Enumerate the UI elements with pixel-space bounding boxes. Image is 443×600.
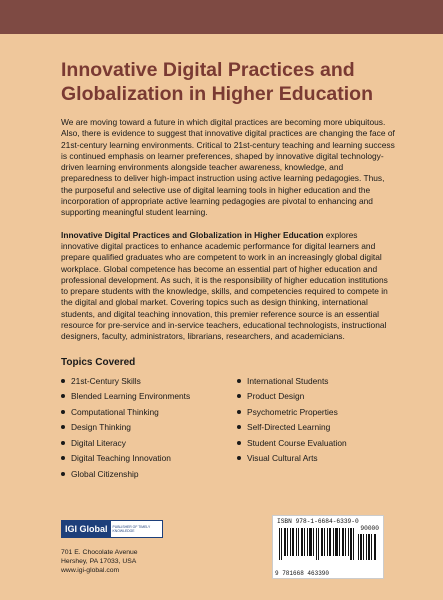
top-color-band	[0, 0, 443, 34]
topic-item	[61, 469, 231, 479]
bullet-icon	[237, 456, 241, 460]
bullet-icon	[61, 456, 65, 460]
topic-item	[61, 376, 231, 386]
topic-label: International Students	[247, 375, 329, 386]
topic-item	[237, 407, 387, 417]
title-line-2: Globalization in Higher Education	[61, 83, 374, 105]
back-cover-content	[61, 58, 395, 484]
topics-heading: Topics Covered	[61, 356, 136, 368]
topic-label: Global Citizenship	[71, 468, 139, 479]
barcode-number: 9 781668 463390	[275, 570, 330, 577]
topic-label: Student Course Evaluation	[247, 437, 347, 448]
topic-label: Digital Literacy	[71, 437, 126, 448]
topic-label: Computational Thinking	[71, 406, 159, 417]
logo-tagline: PUBLISHER OF TIMELY KNOWLEDGE	[112, 525, 151, 533]
bullet-icon	[237, 410, 241, 414]
book-title-inline: Innovative Digital Practices and Globalization in Higher Education	[61, 229, 324, 240]
logo-wordmark: IGI Global	[62, 521, 111, 537]
publisher-website: www.igi-global.com	[61, 567, 120, 574]
topic-label: Self-Directed Learning	[247, 422, 331, 433]
igi-global-logo	[61, 520, 163, 538]
topics-column-right	[237, 376, 387, 485]
topic-item	[237, 391, 387, 401]
bullet-icon	[61, 441, 65, 445]
topics-list	[61, 376, 395, 485]
bullet-icon	[237, 425, 241, 429]
topics-column-left	[61, 376, 231, 485]
bullet-icon	[61, 425, 65, 429]
isbn-barcode-box	[272, 515, 384, 579]
topic-label: Design Thinking	[71, 422, 131, 433]
barcode-graphic	[277, 526, 379, 568]
title-line-1: Innovative Digital Practices and	[61, 59, 355, 81]
isbn-addon-code: 90000	[360, 525, 379, 532]
topic-item	[61, 453, 231, 463]
topic-item	[61, 438, 231, 448]
bullet-icon	[61, 472, 65, 476]
description-paragraph-2	[61, 230, 395, 343]
publisher-block	[61, 520, 181, 575]
description-paragraph-2-text: explores innovative digital practices to enhance academic performance for digital learners and prepare qualified graduates who are competent to work in an increasingly global digital workplace. Global competence has become an essential part of higher education and professional development. As such, it is the responsibility of higher education institutions to prepare students with the knowledge, skills, and competencies required to compete in the digital and global market. Covering topics such as design thinking, international students, and digital teaching innovation, this premier reference source is an essential resource for pre-service and in-service teachers, educational technologists, instructional designers, faculty, administrators, librarians, researchers, and academicians.	[61, 229, 388, 342]
topic-label: Visual Cultural Arts	[247, 453, 318, 464]
bullet-icon	[61, 410, 65, 414]
description-paragraph-1: We are moving toward a future in which digital practices are becoming more ubiquitous. Also, there is evidence to suggest that innovative digital practices are changing the face of 21st-century learning environments. Critical to 21st-century teaching and learning success is continued emphasis on learner preferences, shaped by innovative digital technology-driven learning environments alongside teacher awareness, knowledge, and preparedness to deliver high-impact instruction using active learning pedagogies. Thus, the purposeful and selective use of digital learning tools in higher education and the incorporation of appropriate active learning pedagogies are pivotal to enhancing and supporting meaningful student learning.	[61, 117, 395, 218]
isbn-label: ISBN 978-1-6684-6339-0	[277, 518, 359, 525]
bullet-icon	[61, 394, 65, 398]
topic-item	[61, 407, 231, 417]
topic-label: Psychometric Properties	[247, 406, 338, 417]
address-line-2: Hershey, PA 17033, USA	[61, 558, 137, 565]
topic-item	[61, 422, 231, 432]
publisher-address	[61, 548, 181, 575]
topic-label: Digital Teaching Innovation	[71, 453, 171, 464]
topic-item	[237, 438, 387, 448]
topic-label: Product Design	[247, 391, 305, 402]
topic-item	[237, 376, 387, 386]
book-title	[61, 58, 395, 106]
topic-item	[237, 422, 387, 432]
topic-label: Blended Learning Environments	[71, 391, 191, 402]
topic-item	[61, 391, 231, 401]
topic-item	[237, 453, 387, 463]
bullet-icon	[237, 441, 241, 445]
bullet-icon	[237, 394, 241, 398]
bullet-icon	[61, 379, 65, 383]
topic-label: 21st-Century Skills	[71, 375, 141, 386]
bullet-icon	[237, 379, 241, 383]
address-line-1: 701 E. Chocolate Avenue	[61, 549, 138, 556]
